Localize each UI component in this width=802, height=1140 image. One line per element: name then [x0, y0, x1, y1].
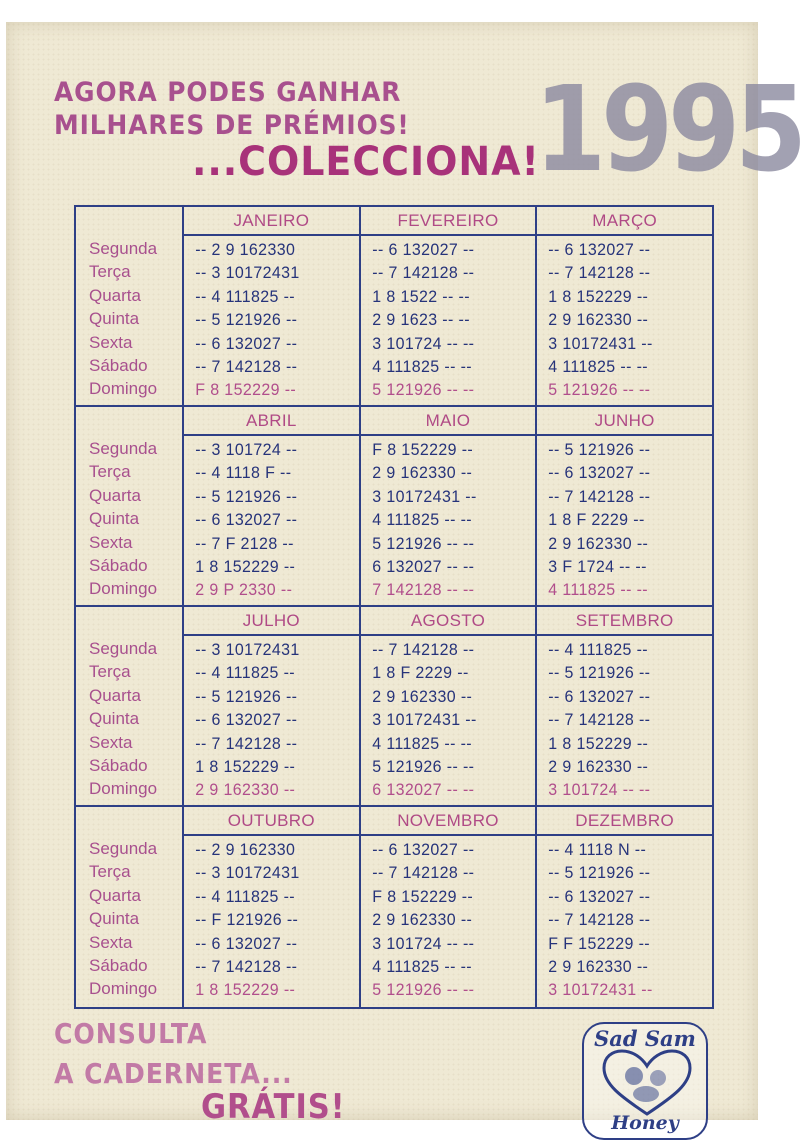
day-row: 2 9 162330 -- [195, 780, 296, 800]
day-row: -- 7 142128 -- [195, 733, 298, 753]
month-column [361, 807, 538, 1007]
day-row: F 8 152229 -- [371, 886, 473, 906]
weekday-label: Segunda [89, 239, 158, 258]
day-row: -- 5 121926 -- [548, 663, 651, 683]
day-row: -- 7 142128 -- [548, 910, 651, 930]
day-row: 2 9 162330 -- [548, 956, 649, 976]
day-row: 1 8 152229 -- [548, 733, 649, 753]
day-row: 5 121926 -- -- [371, 380, 475, 400]
day-row: -- 7 142128 -- [548, 710, 651, 730]
month-name: AGOSTO [361, 607, 536, 636]
day-row: -- 4 1118 N -- [548, 840, 647, 859]
month-column [184, 607, 361, 805]
day-row: -- 6 132027 -- [371, 840, 475, 859]
month-column [537, 607, 712, 805]
day-row: 5 121926 -- -- [371, 980, 475, 1000]
day-row: 3 101724 -- -- [548, 780, 651, 800]
promo-line-3: ...COLECCIONA! [192, 139, 540, 185]
day-row: 1 8 152229 -- [195, 756, 296, 776]
day-row: 3 10172431 -- [548, 333, 654, 353]
day-row: -- 2 9 162330 [195, 840, 296, 859]
day-row: 3 101724 -- -- [371, 333, 475, 353]
weekday-label: Sábado [89, 355, 148, 375]
month-name: JULHO [184, 607, 359, 636]
day-row: F 8 152229 -- [371, 440, 473, 459]
weekday-label: Sexta [89, 932, 133, 952]
day-row: -- 7 142128 -- [195, 956, 298, 976]
day-row: -- 7 142128 -- [371, 640, 475, 659]
day-row: 3 10172431 -- [548, 980, 654, 1000]
day-row: F F 152229 -- [548, 933, 651, 953]
day-row: 1 8 1522 -- -- [371, 286, 470, 306]
footer-line-2: A CADERNETA... [54, 1057, 293, 1090]
weekday-label: Sábado [89, 955, 148, 975]
month-name: JUNHO [537, 407, 712, 436]
month-name: FEVEREIRO [361, 207, 536, 236]
weekday-label: Quinta [89, 709, 140, 729]
day-row: -- 7 142128 -- [548, 486, 651, 506]
day-row: -- 6 132027 -- [548, 886, 651, 906]
day-row: 1 8 152229 -- [195, 980, 296, 1000]
logo-bottom-text: Honey [611, 1112, 679, 1134]
day-row: -- 7 F 2128 -- [195, 533, 294, 553]
day-row: 1 8 152229 -- [195, 556, 296, 576]
weekday-label: Terça [89, 662, 131, 682]
weekday-label: Sábado [89, 555, 148, 575]
quarter-block [76, 607, 712, 807]
month-name: MAIO [361, 407, 536, 436]
month-name: DEZEMBRO [537, 807, 712, 836]
day-row: 2 9 162330 -- [548, 756, 649, 776]
day-row: -- 3 10172431 [195, 263, 300, 283]
day-row: -- 3 10172431 [195, 863, 300, 883]
day-row: 4 111825 -- -- [371, 510, 472, 530]
month-name: MARÇO [537, 207, 712, 236]
day-row: 1 8 F 2229 -- [548, 510, 646, 530]
month-column [537, 407, 712, 605]
day-row: 3 10172431 -- [371, 710, 477, 730]
day-row: 5 121926 -- -- [548, 380, 651, 400]
weekday-label: Terça [89, 462, 131, 482]
promo-line-1: AGORA PODES GANHAR [54, 77, 402, 108]
month-name: OUTUBRO [184, 807, 359, 836]
month-column [184, 407, 361, 605]
quarter-block [76, 807, 712, 1007]
day-row: -- 5 121926 -- [195, 686, 298, 706]
month-name: NOVEMBRO [361, 807, 536, 836]
weekday-label: Domingo [89, 379, 158, 399]
month-column [361, 407, 538, 605]
day-row: -- 7 142128 -- [548, 263, 651, 283]
day-row: 5 121926 -- -- [371, 533, 475, 553]
day-row: -- 4 111825 -- [195, 663, 295, 683]
footer-line-1: CONSULTA [54, 1017, 208, 1050]
day-row: 2 9 162330 -- [371, 686, 472, 706]
day-row: -- 2 9 162330 [195, 240, 296, 259]
month-column [537, 807, 712, 1007]
day-row: -- 5 121926 -- [548, 863, 651, 883]
day-row: -- 7 142128 -- [371, 263, 475, 283]
day-row: -- 6 132027 -- [371, 240, 475, 259]
weekday-label: Quarta [89, 885, 141, 905]
day-row: -- 6 132027 -- [548, 463, 651, 483]
weekday-label: Quinta [89, 309, 140, 329]
day-row: 1 8 152229 -- [548, 286, 649, 306]
day-row: -- 4 1118 F -- [195, 463, 292, 483]
month-column [184, 807, 361, 1007]
month-column [537, 207, 712, 405]
day-row: -- 4 111825 -- [195, 886, 295, 906]
day-row: F 8 152229 -- [195, 380, 297, 400]
day-row: -- 7 142128 -- [371, 863, 475, 883]
day-row: 6 132027 -- -- [371, 780, 475, 800]
day-row: -- 7 142128 -- [195, 356, 298, 376]
day-row: -- 6 132027 -- [195, 333, 298, 353]
day-row: 6 132027 -- -- [371, 556, 475, 576]
weekday-label: Quinta [89, 909, 140, 929]
weekday-label: Quarta [89, 485, 141, 505]
day-row: 2 9 162330 -- [371, 463, 472, 483]
weekday-label: Terça [89, 862, 131, 882]
weekday-column [76, 407, 184, 605]
month-column [184, 207, 361, 405]
promo-line-2: MILHARES DE PRÉMIOS! [54, 110, 410, 141]
day-row: 2 9 162330 -- [548, 533, 649, 553]
month-column [361, 607, 538, 805]
month-name: JANEIRO [184, 207, 359, 236]
weekday-label: Sábado [89, 755, 148, 775]
quarter-block [76, 207, 712, 407]
day-row: -- F 121926 -- [195, 910, 299, 930]
day-row: -- 5 121926 -- [195, 486, 298, 506]
day-row: 1 8 F 2229 -- [371, 663, 469, 683]
day-row: -- 5 121926 -- [195, 310, 298, 330]
weekday-label: Segunda [89, 839, 158, 858]
day-row: -- 3 101724 -- [195, 440, 298, 459]
weekday-label: Domingo [89, 979, 158, 999]
weekday-label: Segunda [89, 639, 158, 658]
day-row: 4 111825 -- -- [548, 580, 649, 600]
day-row: 2 9 P 2330 -- [195, 580, 293, 600]
day-row: 2 9 1623 -- -- [371, 310, 470, 330]
day-row: -- 6 132027 -- [195, 710, 298, 730]
day-row: -- 4 111825 -- [548, 640, 649, 659]
day-row: 4 111825 -- -- [371, 356, 472, 376]
month-column [361, 207, 538, 405]
day-row: 4 111825 -- -- [548, 356, 649, 376]
day-row: 2 9 162330 -- [371, 910, 472, 930]
weekday-label: Quinta [89, 509, 140, 529]
day-row: -- 3 10172431 [195, 640, 300, 659]
weekday-label: Segunda [89, 439, 158, 458]
month-name: ABRIL [184, 407, 359, 436]
calendar-grid [74, 205, 714, 1009]
weekday-label: Domingo [89, 779, 158, 799]
weekday-column [76, 207, 184, 405]
day-row: -- 6 132027 -- [548, 686, 651, 706]
quarter-block [76, 407, 712, 607]
year-title: 1995 [534, 60, 802, 198]
weekday-label: Sexta [89, 532, 133, 552]
day-row: 3 10172431 -- [371, 486, 477, 506]
day-row: 2 9 162330 -- [548, 310, 649, 330]
brand-logo [582, 1022, 708, 1140]
weekday-column [76, 607, 184, 805]
weekday-label: Terça [89, 262, 131, 282]
weekday-label: Quarta [89, 685, 141, 705]
month-name: SETEMBRO [537, 607, 712, 636]
day-row: -- 4 111825 -- [195, 286, 295, 306]
weekday-label: Domingo [89, 579, 158, 599]
footer-line-3: GRÁTIS! [201, 1087, 346, 1127]
weekday-column [76, 807, 184, 1007]
day-row: 4 111825 -- -- [371, 733, 472, 753]
heart-icon [600, 1048, 694, 1118]
weekday-label: Sexta [89, 732, 133, 752]
weekday-label: Sexta [89, 332, 133, 352]
day-row: -- 5 121926 -- [548, 440, 651, 459]
logo-top-text: Sad Sam [594, 1026, 696, 1051]
day-row: 3 101724 -- -- [371, 933, 475, 953]
day-row: -- 6 132027 -- [195, 510, 298, 530]
calendar-card [6, 22, 802, 1134]
day-row: -- 6 132027 -- [195, 933, 298, 953]
day-row: 7 142128 -- -- [371, 580, 475, 600]
weekday-label: Quarta [89, 285, 141, 305]
day-row: -- 6 132027 -- [548, 240, 651, 259]
day-row: 3 F 1724 -- -- [548, 556, 648, 576]
day-row: 4 111825 -- -- [371, 956, 472, 976]
day-row: 5 121926 -- -- [371, 756, 475, 776]
